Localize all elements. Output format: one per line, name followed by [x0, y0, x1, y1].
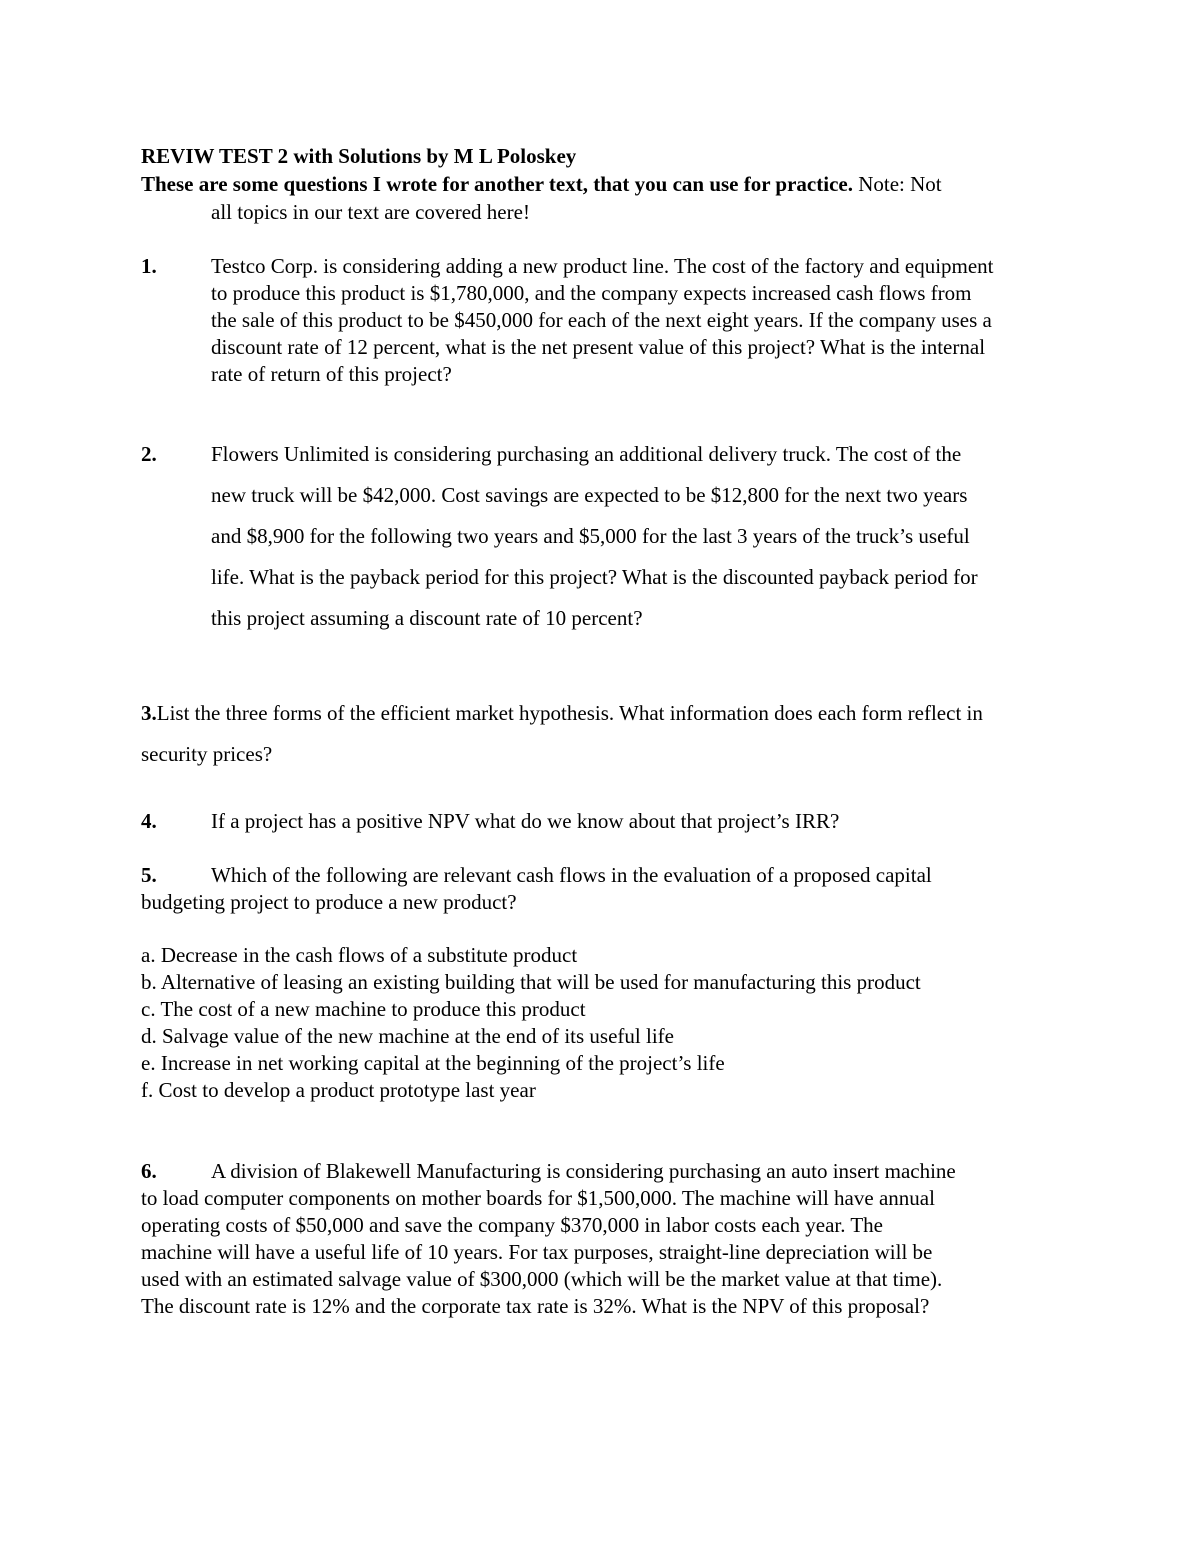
q5-option: c. The cost of a new machine to produce this product — [141, 997, 586, 1021]
q2-line: this project assuming a discount rate of 10 percent? — [211, 606, 643, 630]
q5-option: a. Decrease in the cash flows of a substitute product — [141, 943, 578, 967]
document-title: REVIW TEST 2 with Solutions by M L Poloskey — [141, 144, 577, 168]
q2-line: and $8,900 for the following two years and $5,000 for the last 3 years of the truck’s useful — [211, 524, 970, 548]
q3-line-1 — [141, 700, 983, 726]
q2-number: 2. — [141, 442, 157, 466]
q2-line: new truck will be $42,000. Cost savings are expected to be $12,800 for the next two years — [211, 483, 968, 507]
q5-line: budgeting project to produce a new product? — [141, 890, 517, 914]
intro-line — [141, 171, 942, 197]
q2-line: Flowers Unlimited is considering purchasing an additional delivery truck. The cost of the — [211, 442, 962, 466]
intro-note: Note: Not — [852, 172, 942, 196]
q1-line: discount rate of 12 percent, what is the net present value of this project? What is the internal — [211, 335, 986, 359]
q5-option: f. Cost to develop a product prototype last year — [141, 1078, 536, 1102]
q6-line: A division of Blakewell Manufacturing is considering purchasing an auto insert machine — [211, 1159, 956, 1183]
q3-number: 3. — [141, 701, 157, 725]
q6-number: 6. — [141, 1159, 157, 1183]
q1-line: rate of return of this project? — [211, 362, 452, 386]
intro-bold: These are some questions I wrote for another text, that you can use for practice. — [141, 172, 853, 196]
q5-line: Which of the following are relevant cash flows in the evaluation of a proposed capital — [211, 863, 932, 887]
q5-option: d. Salvage value of the new machine at the end of its useful life — [141, 1024, 674, 1048]
q5-option: e. Increase in net working capital at the beginning of the project’s life — [141, 1051, 725, 1075]
q2-line: life. What is the payback period for this project? What is the discounted payback period for — [211, 565, 978, 589]
q3-line-2: security prices? — [141, 742, 273, 766]
q3-text: List the three forms of the efficient market hypothesis. What information does each form reflect in — [156, 701, 983, 725]
intro-line-2: all topics in our text are covered here! — [211, 200, 530, 224]
q4-text: If a project has a positive NPV what do we know about that project’s IRR? — [211, 809, 840, 833]
q6-line: used with an estimated salvage value of $300,000 (which will be the market value at that time). — [141, 1267, 943, 1291]
q5-option: b. Alternative of leasing an existing building that will be used for manufacturing this product — [141, 970, 921, 994]
q6-line: The discount rate is 12% and the corporate tax rate is 32%. What is the NPV of this proposal? — [141, 1294, 930, 1318]
q4-number: 4. — [141, 809, 157, 833]
q1-line: the sale of this product to be $450,000 for each of the next eight years. If the company uses a — [211, 308, 992, 332]
q5-number: 5. — [141, 863, 157, 887]
q6-line: machine will have a useful life of 10 years. For tax purposes, straight-line depreciation will be — [141, 1240, 933, 1264]
q6-line: operating costs of $50,000 and save the company $370,000 in labor costs each year. The — [141, 1213, 884, 1237]
q6-line: to load computer components on mother boards for $1,500,000. The machine will have annual — [141, 1186, 935, 1210]
q1-number: 1. — [141, 254, 157, 278]
q1-line: to produce this product is $1,780,000, and the company expects increased cash flows from — [211, 281, 972, 305]
q1-line: Testco Corp. is considering adding a new product line. The cost of the factory and equipment — [211, 254, 994, 278]
